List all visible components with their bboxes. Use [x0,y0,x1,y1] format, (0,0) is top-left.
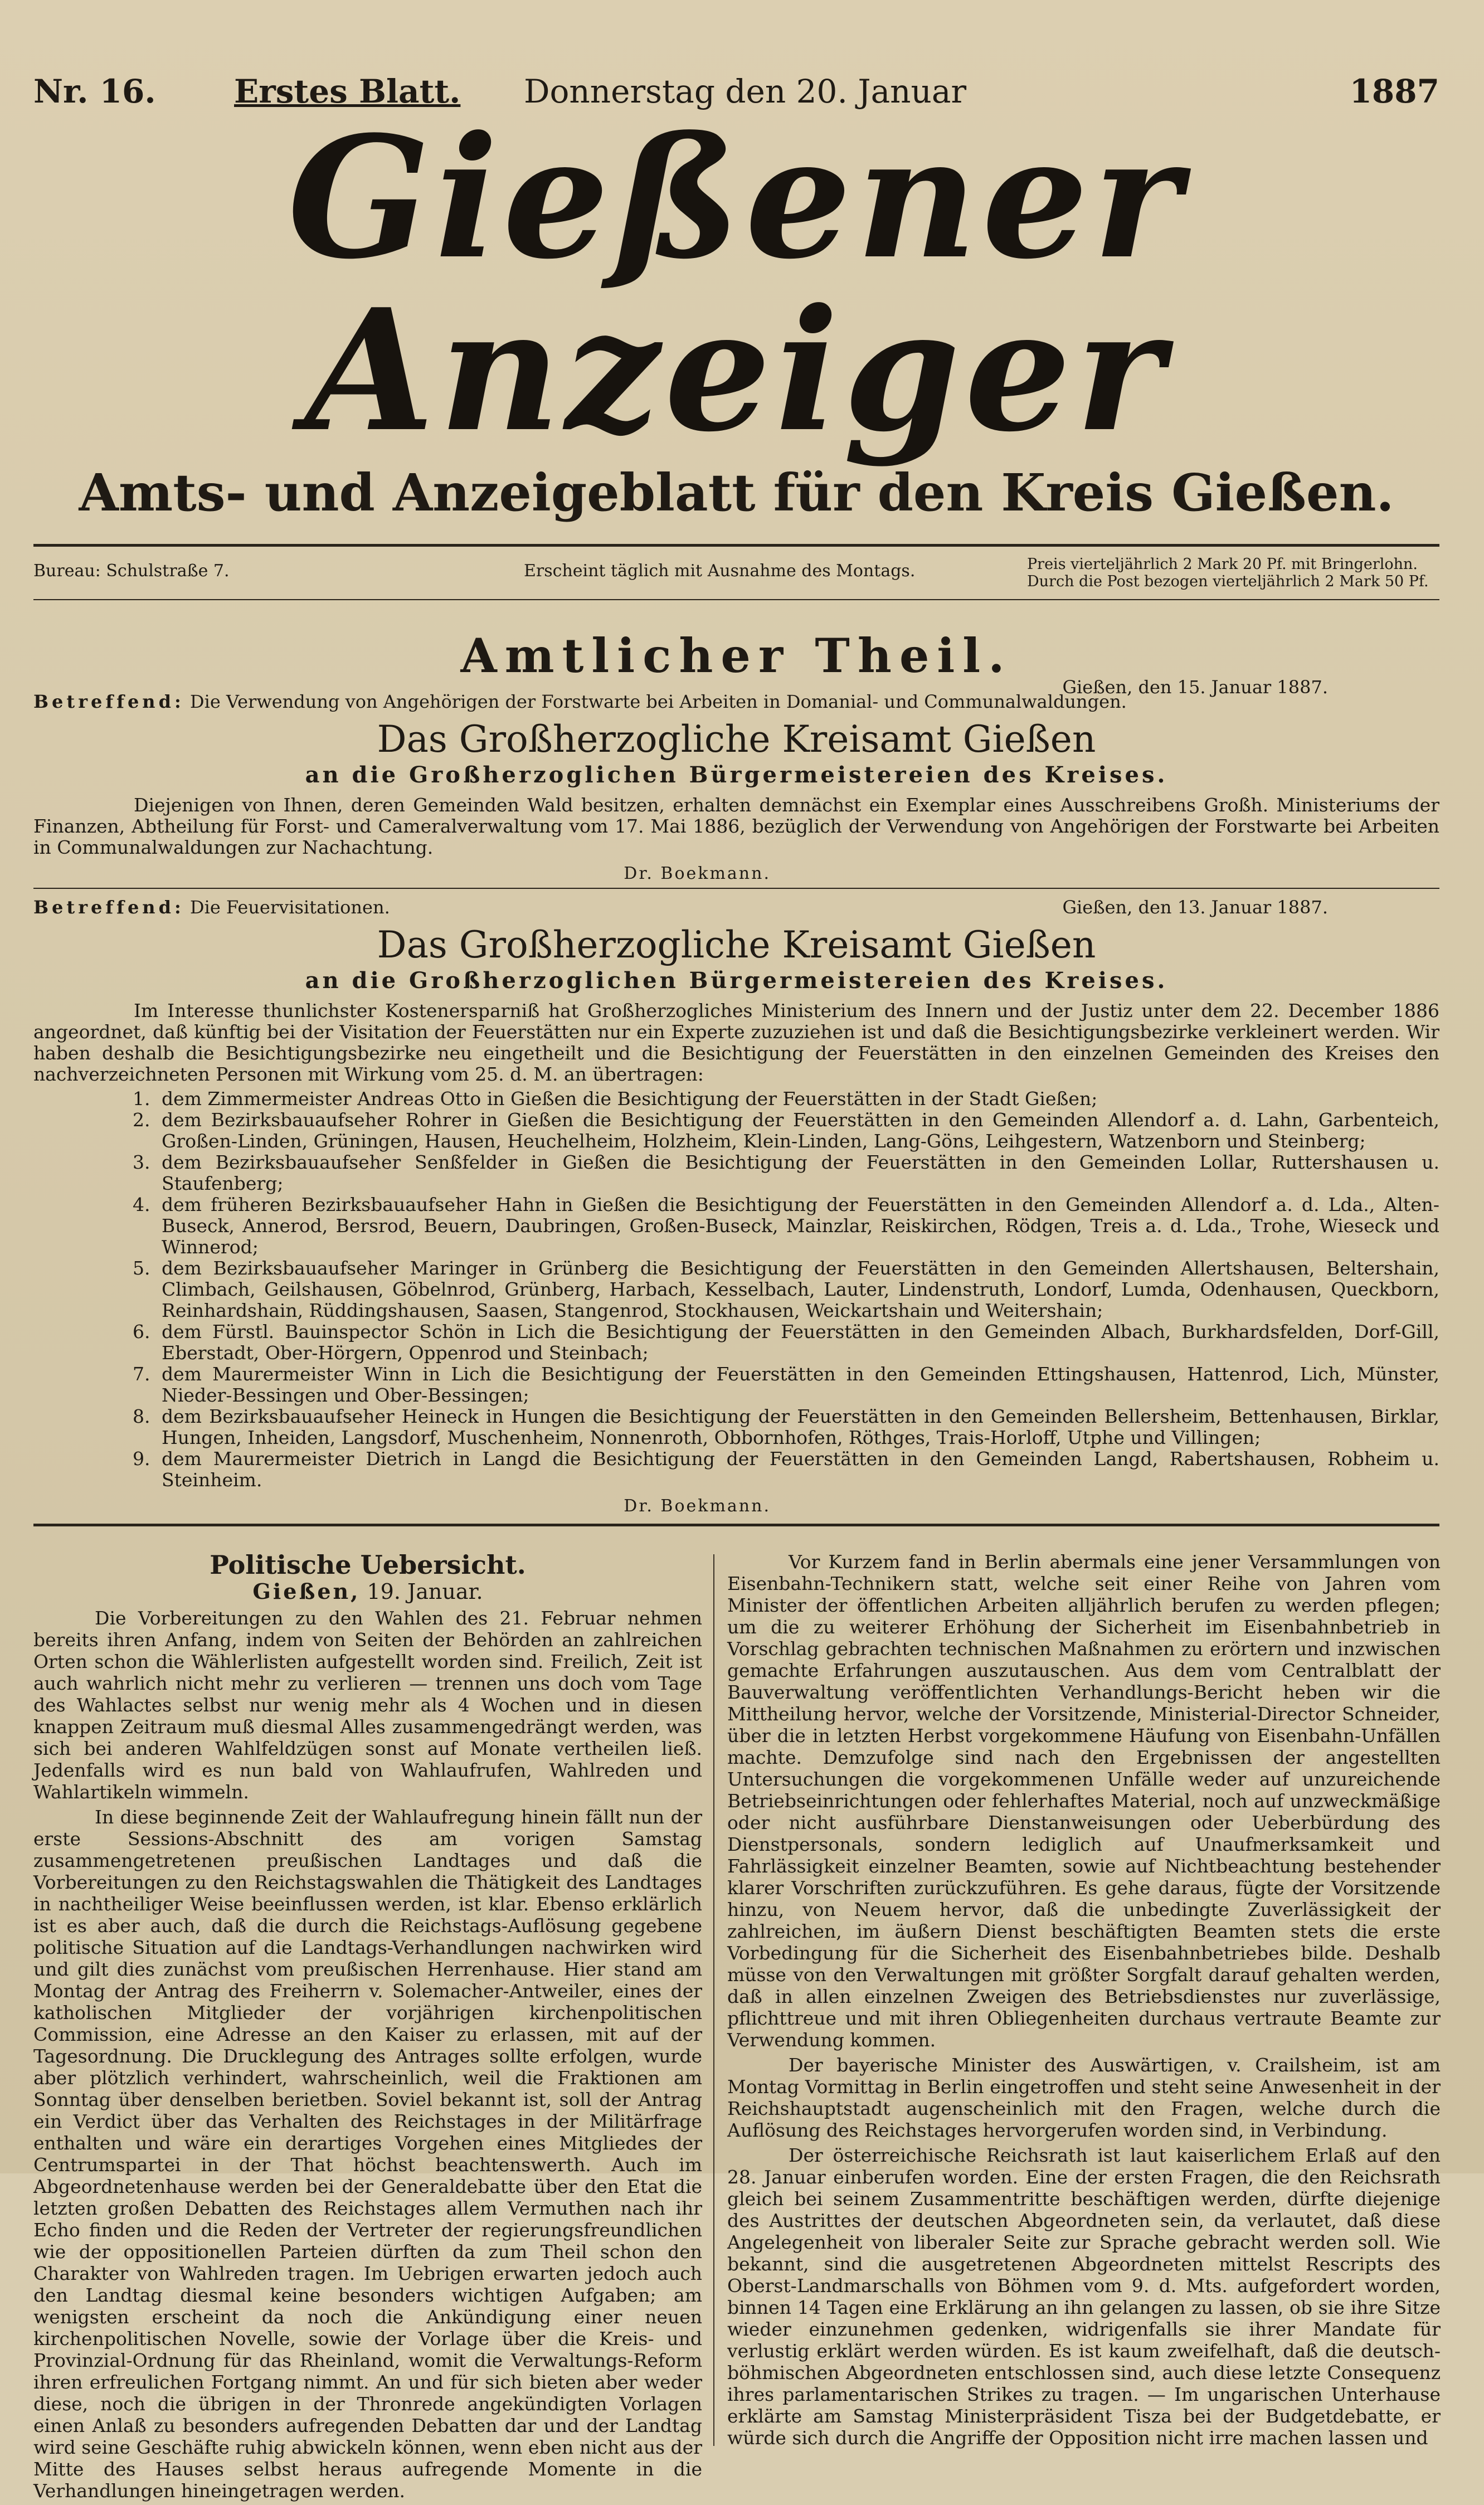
column-divider [713,1554,714,2446]
article-paragraph: Der österreichische Reichsrath ist laut kaiserlichem Erlaß auf den 28. Januar einberufen worden. Eine der ersten Fragen, die den Reichsrath gleich bei seinem Zusammentritte beschäftigen werden, dürfte diejenige des Austrittes der deutschen Abgeordneten sein, da verlautet, daß diese Angelegenheit von liberaler Seite zur Sprache gebracht werden soll. Wie bekannt, sind die ausgetretenen Abgeordneten mittelst Rescripts des Oberst-Landmarschalls von Böhmen vom 9. d. Mts. aufgefordert worden, binnen 14 Tagen eine Erklärung an ihn gelangen zu lassen, ob sie ihre Sitze wieder einzunehmen gedenken, widrigenfalls sie ihrer Mandate für verlustig erklärt werden würden. Es ist kaum zweifelhaft, daß die deutsch-böhmischen Abgeordneten entschlossen sind, auch diese letzte Consequenz ihres parlamentarischen Strikes zu tragen. — Im ungarischen Unterhause erklärte am Samstag Ministerpräsident Tisza bei der Budgetdebatte, er würde sich durch die Angriffe der Opposition nicht irre machen lassen und [727,2144,1441,2449]
inspector-list [33,1088,1439,1491]
article-paragraph: Die Vorbereitungen zu den Wahlen des 21. Februar nehmen bereits ihren Anfang, indem von Seiten der Behörden an zahlreichen Orten schon die Wählerlisten aufgestellt worden sind. Freilich, Zeit ist auch wahrlich nicht mehr zu verlieren — trennen uns doch vom Tage des Wahlactes selbst nur wenig mehr als 4 Wochen und in diesen knappen Zeitraum muß diesmal Alles zusammengedrängt werden, was sich bei anderen Wahlfeldzügen sonst auf Monate vertheilen ließ. Jedenfalls wird es nun bald von Wahlaufrufen, Wahlreden und Wahlartikeln wimmeln. [33,1607,702,1803]
notice1-subject-text: Die Verwendung von Angehörigen der Forstwarte bei Arbeiten in Domanial- und Communalwaldungen. [189,691,1127,712]
section-rule [33,1524,1439,1526]
notice2-body: Im Interesse thunlichster Kostenersparniß hat Großherzogliches Ministerium des Innern und der Justiz unter dem 22. December 1886 angeordnet, daß künftig bei der Visitation der Feuerstätten nur ein Experte zuzuziehen ist und daß die Besichtigungsbezirke verkleinert werden. Wir haben deshalb die Besichtigungsbezirke neu eingetheilt und die Besichtigung der Feuerstätten in den einzelnen Gemeinden des Kreises den nachverzeichneten Personen mit Wirkung vom 25. d. M. an übertragen: [33,1000,1439,1085]
price-line-1: Preis vierteljährlich 2 Mark 20 Pf. mit Bringerlohn. [1027,556,1418,573]
politics-left-column [33,1543,702,2505]
notice1-label: Betreffend: [33,691,184,712]
publishing-schedule: Erscheint täglich mit Ausnahme des Montags. [524,561,916,581]
politics-right-column [727,1543,1441,2452]
list-item: 4. dem früheren Bezirksbauaufseher Hahn in Gießen die Besichtigung der Feuerstätten in den Gemeinden Allendorf a. d. Lda., Alten-Buseck, Annerod, Bersrod, Beuern, Daubringen, Großen-Buseck, Mainzlar, Reiskirchen, Rödgen, Treis a. d. Lda., Trohe, Wieseck und Winnerod; [156,1194,1439,1258]
bureau-address: Bureau: Schulstraße 7. [33,561,230,581]
list-item: 7. dem Maurermeister Winn in Lich die Besichtigung der Feuerstätten in den Gemeinden Ettingshausen, Hattenrod, Lich, Münster, Nieder-Bessingen und Ober-Bessingen; [156,1364,1439,1406]
article-paragraph: In diese beginnende Zeit der Wahlaufregung hinein fällt nun der erste Sessions-Abschnitt des am vorigen Samstag zusammengetretenen preußischen Landtages und daß die Vorbereitungen zu den Reichstagswahlen die Thätigkeit des Landtages in nachtheiliger Weise beeinflussen werden, ist klar. Ebenso erklärlich ist es aber auch, daß die durch die Reichstags-Auflösung gegebene politische Situation auf die Landtags-Verhandlungen nachwirken wird und gilt dies zunächst vom preußischen Herrenhause. Hier stand am Montag der Antrag des Freiherrn v. Solemacher-Antweiler, eines der katholischen Mitglieder der vorjährigen kirchenpolitischen Commission, eine Adresse an den Kaiser zu erlassen, mit auf der Tagesordnung. Die Drucklegung des Antrages sollte erfolgen, wurde aber plötzlich verhindert, wahrscheinlich, weil die Fraktionen am Sonntag über denselben berietben. Soviel bekannt ist, soll der Antrag ein Verdict über das Verhalten des Reichstages in der Militärfrage enthalten und wäre ein derartiges Vorgehen eines Mitgliedes der Centrumspartei in der That höchst beachtenswerth. Auch im Abgeordnetenhause werden bei der Generaldebatte über den Etat die letzten großen Debatten des Reichstages allem Vermuthen nach ihr Echo finden und die Reden der Vertreter der regierungsfreundlichen wie der oppositionellen Parteien dürften da zum Theil schon den Charakter von Wahlreden tragen. Im Uebrigen erwarten jedoch auch den Landtag diesmal keine besonders wichtigen Aufgaben; am wenigsten erscheint da noch die Ankündigung einer neuen kirchenpolitischen Novelle, sowie der Vorlage über die Kreis- und Provinzial-Ordnung für das Rheinland, womit die Verwaltungs-Reform ihren erfreulichen Fortgang nimmt. An und für sich bieten aber weder diese, noch die übrigen in der Thronrede angekündigten Vorlagen einen Anlaß zu besonders aufregenden Debatten dar und der Landtag wird seine Geschäfte ruhig abwickeln können, wenn eben nicht aus der Mitte des Hauses selbst heraus aufregende Momente in die Verhandlungen hineingetragen werden. [33,1806,702,2502]
notice1-signature: Dr. Boekmann. [624,864,771,883]
notice1-body: Diejenigen von Ihnen, deren Gemeinden Wald besitzen, erhalten demnächst ein Exemplar eines Ausschreibens Großh. Ministeriums der Finanzen, Abtheilung für Forst- und Cameralverwaltung vom 17. Mai 1886, bezüglich der Verwendung von Angehörigen der Forstwarte bei Arbeiten in Communalwaldungen zur Nachachtung. [33,794,1439,858]
header-rule [33,544,1439,547]
issue-date: Donnerstag den 20. Januar [524,72,967,110]
notice2-signature: Dr. Boekmann. [624,1496,771,1516]
list-item: 6. dem Fürstl. Bauinspector Schön in Lich die Besichtigung der Feuerstätten in den Gemeinden Albach, Burkhardsfelden, Dorf-Gill, Eberstadt, Ober-Hörgern, Oppenrod und Steinbach; [156,1321,1439,1364]
newspaper-subtitle: Amts- und Anzeigeblatt für den Kreis Gießen. [79,463,1394,523]
notice2-label: Betreffend: [33,897,184,918]
list-item: 9. dem Maurermeister Dietrich in Langd die Besichtigung der Feuerstätten in den Gemeinden Langd, Rabertshausen, Robheim u. Steinheim. [156,1448,1439,1491]
article-paragraph: Vor Kurzem fand in Berlin abermals eine jener Versammlungen von Eisenbahn-Technikern statt, welche seit einer Reihe von Jahren vom Minister der öffentlichen Arbeiten alljährlich berufen zu werden pflegen; um die zu weiterer Erhöhung der Sicherheit im Eisenbahnbetrieb in Vorschlag gebrachten technischen Maßnahmen zu erörtern und inzwischen gemachte Erfahrungen auszutauschen. Aus dem vom Centralblatt der Bauverwaltung veröffentlichten Verhandlungs-Bericht heben wir die Mittheilung hervor, welche der Vorsitzende, Ministerial-Director Schneider, über die in letzten Herbst vorgekommene Häufung von Eisenbahn-Unfällen machte. Demzufolge sind nach den Ergebnissen der angestellten Untersuchungen die vorgekommenen Unfälle weder auf unzureichende Betriebseinrichtungen oder fehlerhaftes Material, noch auf unzweckmäßige oder nicht ausführbare Dienstanweisungen oder Ueberbürdung des Dienstpersonals, sondern lediglich auf Unaufmerksamkeit und Fahrlässigkeit einzelner Beamten, sowie auf Nichtbeachtung bestehender klarer Vorschriften zurückzuführen. Es gehe daraus, fügte der Vorsitzende hinzu, von Neuem hervor, daß die unbedingte Zuverlässigkeit der zahlreichen, im äußern Dienst beschäftigten Beamten stets die erste Vorbedingung für die Sicherheit des Eisenbahnbetriebes bilde. Deshalb müsse von den Verwaltungen mit größter Sorgfalt darauf gehalten werden, daß in allen einzelnen Zweigen des Betriebsdienstes nur zuverlässige, pflichttreue und mit ihren Obliegenheiten durchaus vertraute Beamte zur Verwendung kommen. [727,1551,1441,2051]
issue-number: Nr. 16. [33,72,156,110]
notice2-sender: Das Großherzogliche Kreisamt Gießen [377,923,1096,966]
price-line-2: Durch die Post bezogen vierteljährlich 2 Mark 50 Pf. [1027,573,1429,590]
notice1-subject [33,677,1439,712]
list-item: 3. dem Bezirksbauaufseher Senßfelder in Gießen die Besichtigung der Feuerstätten in den Gemeinden Lollar, Ruttershausen u. Staufenberg; [156,1152,1439,1194]
list-item: 2. dem Bezirksbauaufseher Rohrer in Gießen die Besichtigung der Feuerstätten in den Gemeinden Allendorf a. d. Lahn, Garbenteich, Großen-Linden, Grüningen, Hausen, Heuchelheim, Holzheim, Klein-Linden, Lang-Göns, Leihgestern, Watzenborn und Steinberg; [156,1110,1439,1152]
politics-place: Gießen, [252,1579,361,1604]
top-line [33,72,1439,117]
list-item: 1. dem Zimmermeister Andreas Otto in Gießen die Besichtigung der Feuerstätten in der Stadt Gießen; [156,1088,1439,1110]
article-paragraph: Der bayerische Minister des Auswärtigen, v. Crailsheim, ist am Montag Vormittag in Berlin eingetroffen und steht seine Anwesenheit in der Reichshauptstadt augenscheinlich mit den Fragen, welche durch die Auflösung des Reichstages hervorgerufen worden sind, in Verbindung. [727,2054,1441,2141]
notice1-sender: Das Großherzogliche Kreisamt Gießen [377,718,1096,761]
politics-heading: Politische Uebersicht. [210,1550,526,1580]
list-item: 8. dem Bezirksbauaufseher Heineck in Hungen die Besichtigung der Feuerstätten in den Gemeinden Bellersheim, Bettenhausen, Birklar, Hungen, Inheiden, Langsdorf, Muschenheim, Nonnenroth, Obbornhofen, Röthges, Trais-Horloff, Utphe und Villingen; [156,1406,1439,1448]
notice1-place-date: Gießen, den 15. Januar 1887. [1062,677,1328,698]
notice-divider [33,888,1439,889]
official-section-title: Amtlicher Theil. [460,628,1013,683]
price-info [1027,556,1439,590]
politics-date: 19. Januar. [367,1579,483,1604]
issue-year: 1887 [1349,72,1439,110]
notice2-subject [33,897,1439,918]
info-line [33,556,1439,595]
politics-dateline [33,1580,702,1603]
newspaper-title: Gießener Anzeiger [288,99,1185,469]
sheet-label: Erstes Blatt. [234,72,461,110]
list-item: 5. dem Bezirksbauaufseher Maringer in Grünberg die Besichtigung der Feuerstätten in den Gemeinden Allertshausen, Beltershain, Climbach, Geilshausen, Göbelnrod, Grünberg, Harbach, Kesselbach, Lauter, Lindenstruth, Londorf, Lumda, Odenhausen, Queckborn, Reinhardshain, Rüddingshausen, Saasen, Stangenrod, Stockhausen, Weickartshain und Weitershain; [156,1258,1439,1321]
notice2-subject-text: Die Feuervisitationen. [189,897,390,918]
notice1-recipient: an die Großherzoglichen Bürgermeistereien des Kreises. [305,762,1168,788]
info-rule [33,599,1439,600]
notice2-recipient: an die Großherzoglichen Bürgermeistereien des Kreises. [305,967,1168,994]
notice2-place-date: Gießen, den 13. Januar 1887. [1062,897,1328,918]
